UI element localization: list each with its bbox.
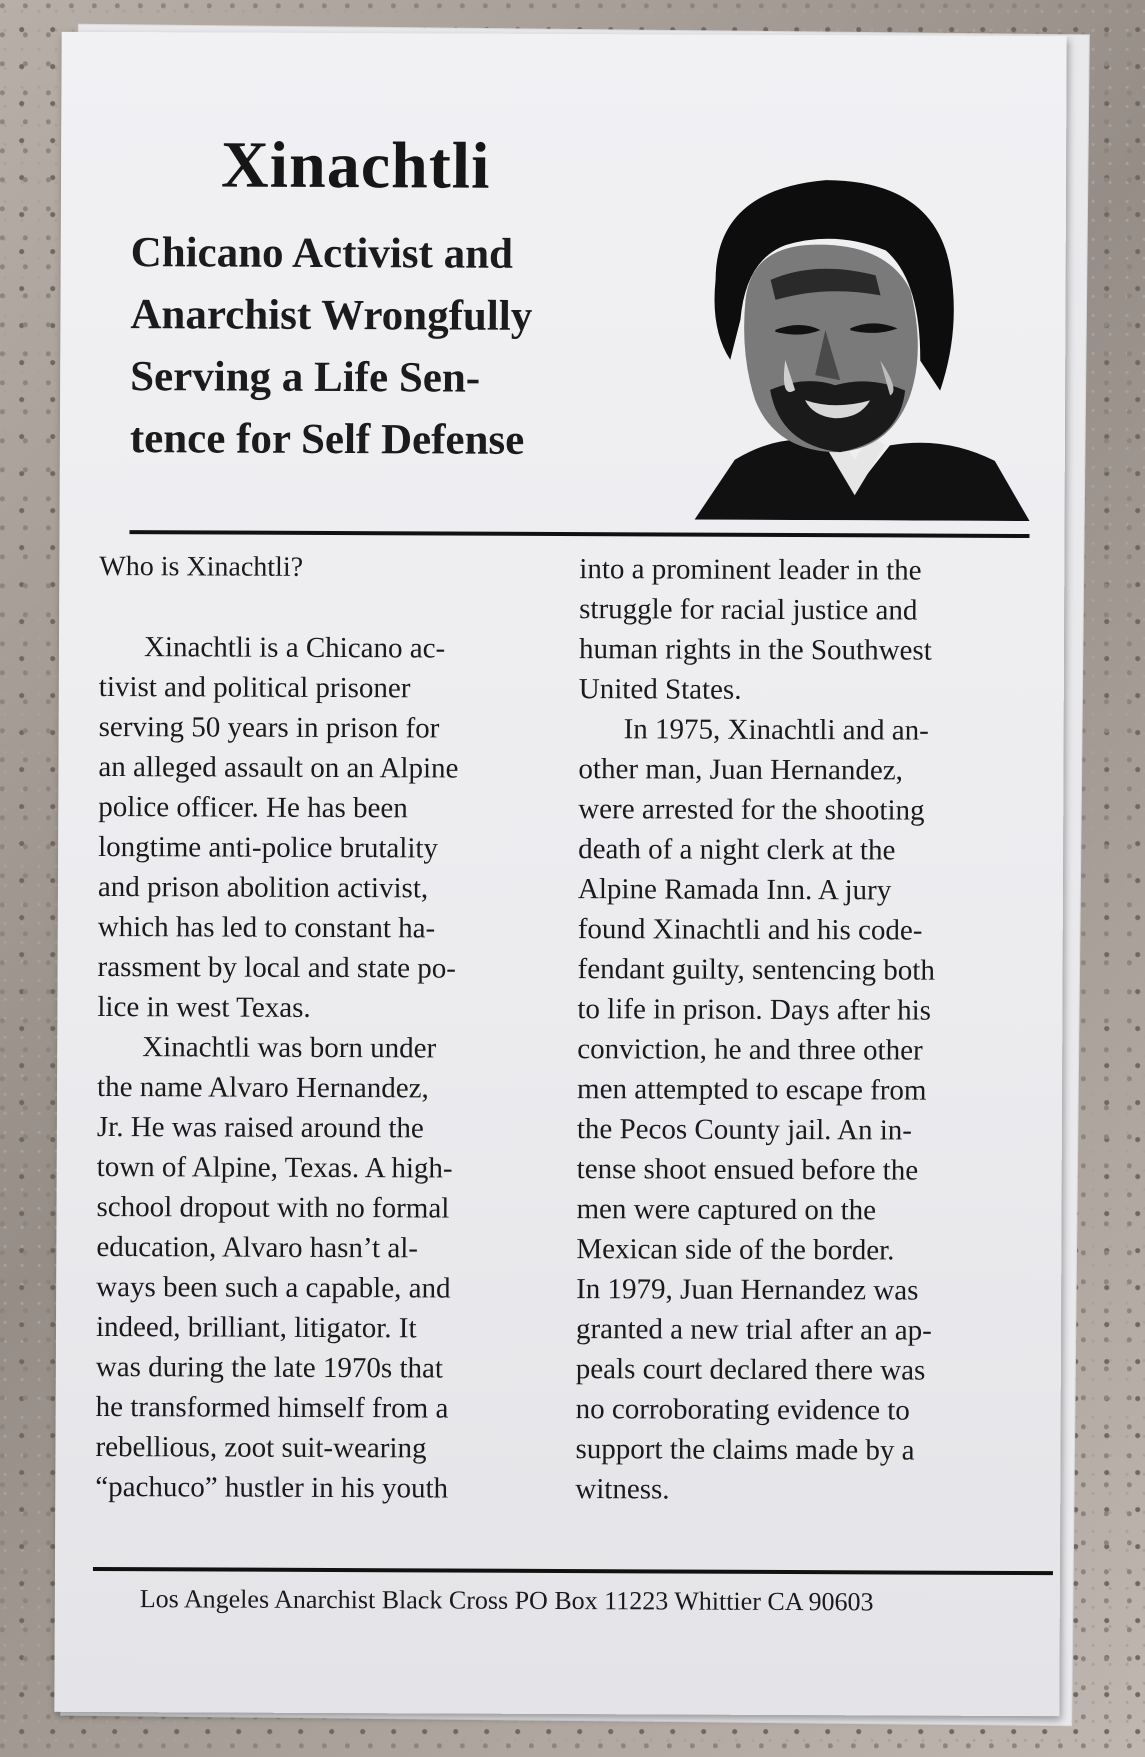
text-line: an alleged assault on an Alpine [98,750,459,785]
text-line: struggle for racial justice and [579,593,918,627]
text-line: death of a night clerk at the [578,833,896,867]
text-line: rebellious, zoot suit-wearing [95,1430,427,1465]
text-line: human rights in the Southwest [578,633,932,667]
leaflet-page [54,32,1066,1716]
portrait-image [675,159,1037,521]
text-line: other man, Juan Hernandez, [578,753,904,787]
text-line: witness. [575,1473,670,1506]
text-line: tense shoot ensued before the [576,1153,919,1187]
text-line: education, Alvaro hasn’t al- [96,1230,419,1265]
text-line: rassment by local and state po- [97,950,457,985]
text-line: were arrested for the shooting [578,793,925,827]
paragraph [97,627,539,1029]
subtitle-line: Serving a Life Sen- [130,353,481,402]
text-line: Alpine Ramada Inn. A jury [577,873,892,907]
text-line: fendant guilty, sentencing both [577,953,935,987]
text-line: Xinachtli is a Chicano ac- [143,631,446,665]
section-heading: Who is Xinachtli? [99,550,304,583]
text-line: indeed, brilliant, litigator. It [95,1310,417,1345]
text-line: Xinachtli was born under [142,1031,437,1065]
text-line: longtime anti-police brutality [98,830,439,865]
text-line: ways been such a capable, and [96,1270,451,1305]
text-line: In 1979, Juan Hernandez was [576,1273,919,1307]
left-column [95,547,539,1509]
text-line: “pachuco” hustler in his youth [95,1470,449,1505]
text-line: conviction, he and three other [577,1033,923,1067]
subtitle-line: Chicano Activist and [130,229,514,278]
leaflet-title: Xinachtli [220,128,491,203]
text-line: to life in prison. Days after his [577,993,932,1027]
text-line: found Xinachtli and his code- [577,913,923,947]
text-line: support the claims made by a [575,1433,915,1467]
text-line: peals court declared there was [575,1353,926,1387]
text-line: police officer. He has been [98,790,408,825]
text-line: which has led to constant ha- [97,910,436,945]
text-line: serving 50 years in prison for [98,710,440,745]
text-line: granted a new trial after an ap- [575,1313,932,1347]
text-line: men attempted to escape from [576,1073,927,1107]
subtitle-line: Anarchist Wrongfully [130,291,533,340]
text-line: the Pecos County jail. An in- [576,1113,913,1147]
text-line: was during the late 1970s that [95,1350,444,1385]
text-line: the name Alvaro Hernandez, [96,1070,429,1105]
paragraph [579,549,1030,711]
text-line: United States. [578,673,742,706]
text-line: Jr. He was raised around the [96,1110,424,1145]
paragraph [95,1027,537,1509]
footer-address: Los Angeles Anarchist Black Cross PO Box 11223 Whittier CA 90603 [139,1584,874,1617]
text-line: he transformed himself from a [95,1390,449,1425]
footer-divider [93,1567,1053,1575]
paragraph [575,709,1028,1511]
text-line: tivist and political prisoner [98,670,411,705]
subtitle-line: tence for Self Defense [129,415,525,464]
header-divider [129,530,1029,538]
leaflet-subtitle [130,222,691,472]
text-line: men were captured on the [576,1193,877,1227]
text-line: into a prominent leader in the [579,553,922,587]
text-line: and prison abolition activist, [97,870,429,905]
right-column [575,549,1029,1511]
text-line: town of Alpine, Texas. A high- [96,1150,453,1185]
text-line: In 1975, Xinachtli and an- [623,713,929,747]
text-line: no corroborating evidence to [575,1393,910,1427]
text-line: school dropout with no formal [96,1190,450,1225]
text-line: Mexican side of the border. [576,1233,895,1267]
text-line: lice in west Texas. [97,990,311,1024]
